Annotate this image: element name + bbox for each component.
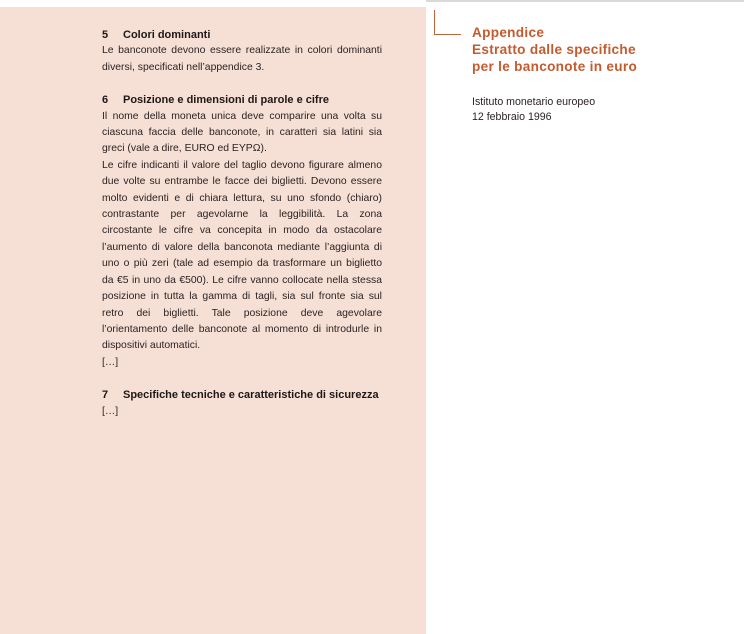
section-title: Colori dominanti — [123, 29, 211, 41]
section-specifiche-tecniche — [102, 387, 382, 420]
section-number: 5 — [102, 29, 109, 41]
appendix-source — [472, 95, 734, 126]
top-divider — [426, 0, 744, 2]
section-posizione-dimensioni — [102, 92, 382, 371]
specs-body — [102, 27, 382, 436]
section-number: 6 — [102, 94, 109, 107]
section-paragraph: Le cifre indicanti il valore del taglio devono figurare almeno due volte su entrambe le facce dei biglietti. Devono essere molto evidenti e di chiara lettura, su uno sfondo (chiaro) contrastante per agevolarne la leggibilità. La zona circostante le cifre va concepita in modo da ostacolare l’aumento di valore della banconota mediante l’aggiunta di uno o più zeri (tale ad esempio da trasformare un biglietto da €5 in uno da €500). Le cifre vanno collocate nella stessa posizione in tutta la gamma di tagli, sia sul fronte sia sul retro dei biglietti. Tale posizione deve agevolare l’orientamento delle banconote al momento di introdurle in dispositivi automatici. — [102, 159, 382, 352]
appendix-title-line: Estratto dalle specifiche — [472, 42, 636, 57]
appendix-title-line: per le banconote in euro — [472, 59, 638, 74]
issuer-name: Istituto monetario europeo — [472, 96, 596, 108]
appendix-title — [472, 24, 734, 75]
section-number: 7 — [102, 389, 109, 402]
section-heading — [102, 387, 382, 403]
omission-mark: […] — [102, 405, 119, 417]
section-colori-dominanti — [102, 27, 382, 76]
section-paragraph: Il nome della moneta unica deve comparire una volta su ciascuna faccia delle banconote, in caratteri sia latini sia greci (vale a dire, EURO ed EYPΩ). — [102, 110, 382, 155]
corner-bracket-icon — [434, 10, 461, 35]
appendix-title-line: Appendice — [472, 25, 545, 40]
section-heading — [102, 27, 382, 43]
issue-date: 12 febbraio 1996 — [472, 111, 552, 124]
section-heading — [102, 92, 382, 108]
section-title: Posizione e dimensioni di parole e cifre — [123, 94, 329, 107]
omission-mark: […] — [102, 356, 119, 368]
section-paragraph: Le banconote devono essere realizzate in colori dominanti diversi, specificati nell’appendice 3. — [102, 45, 382, 73]
section-title: Specifiche tecniche e caratteristiche di sicurezza — [123, 389, 379, 402]
